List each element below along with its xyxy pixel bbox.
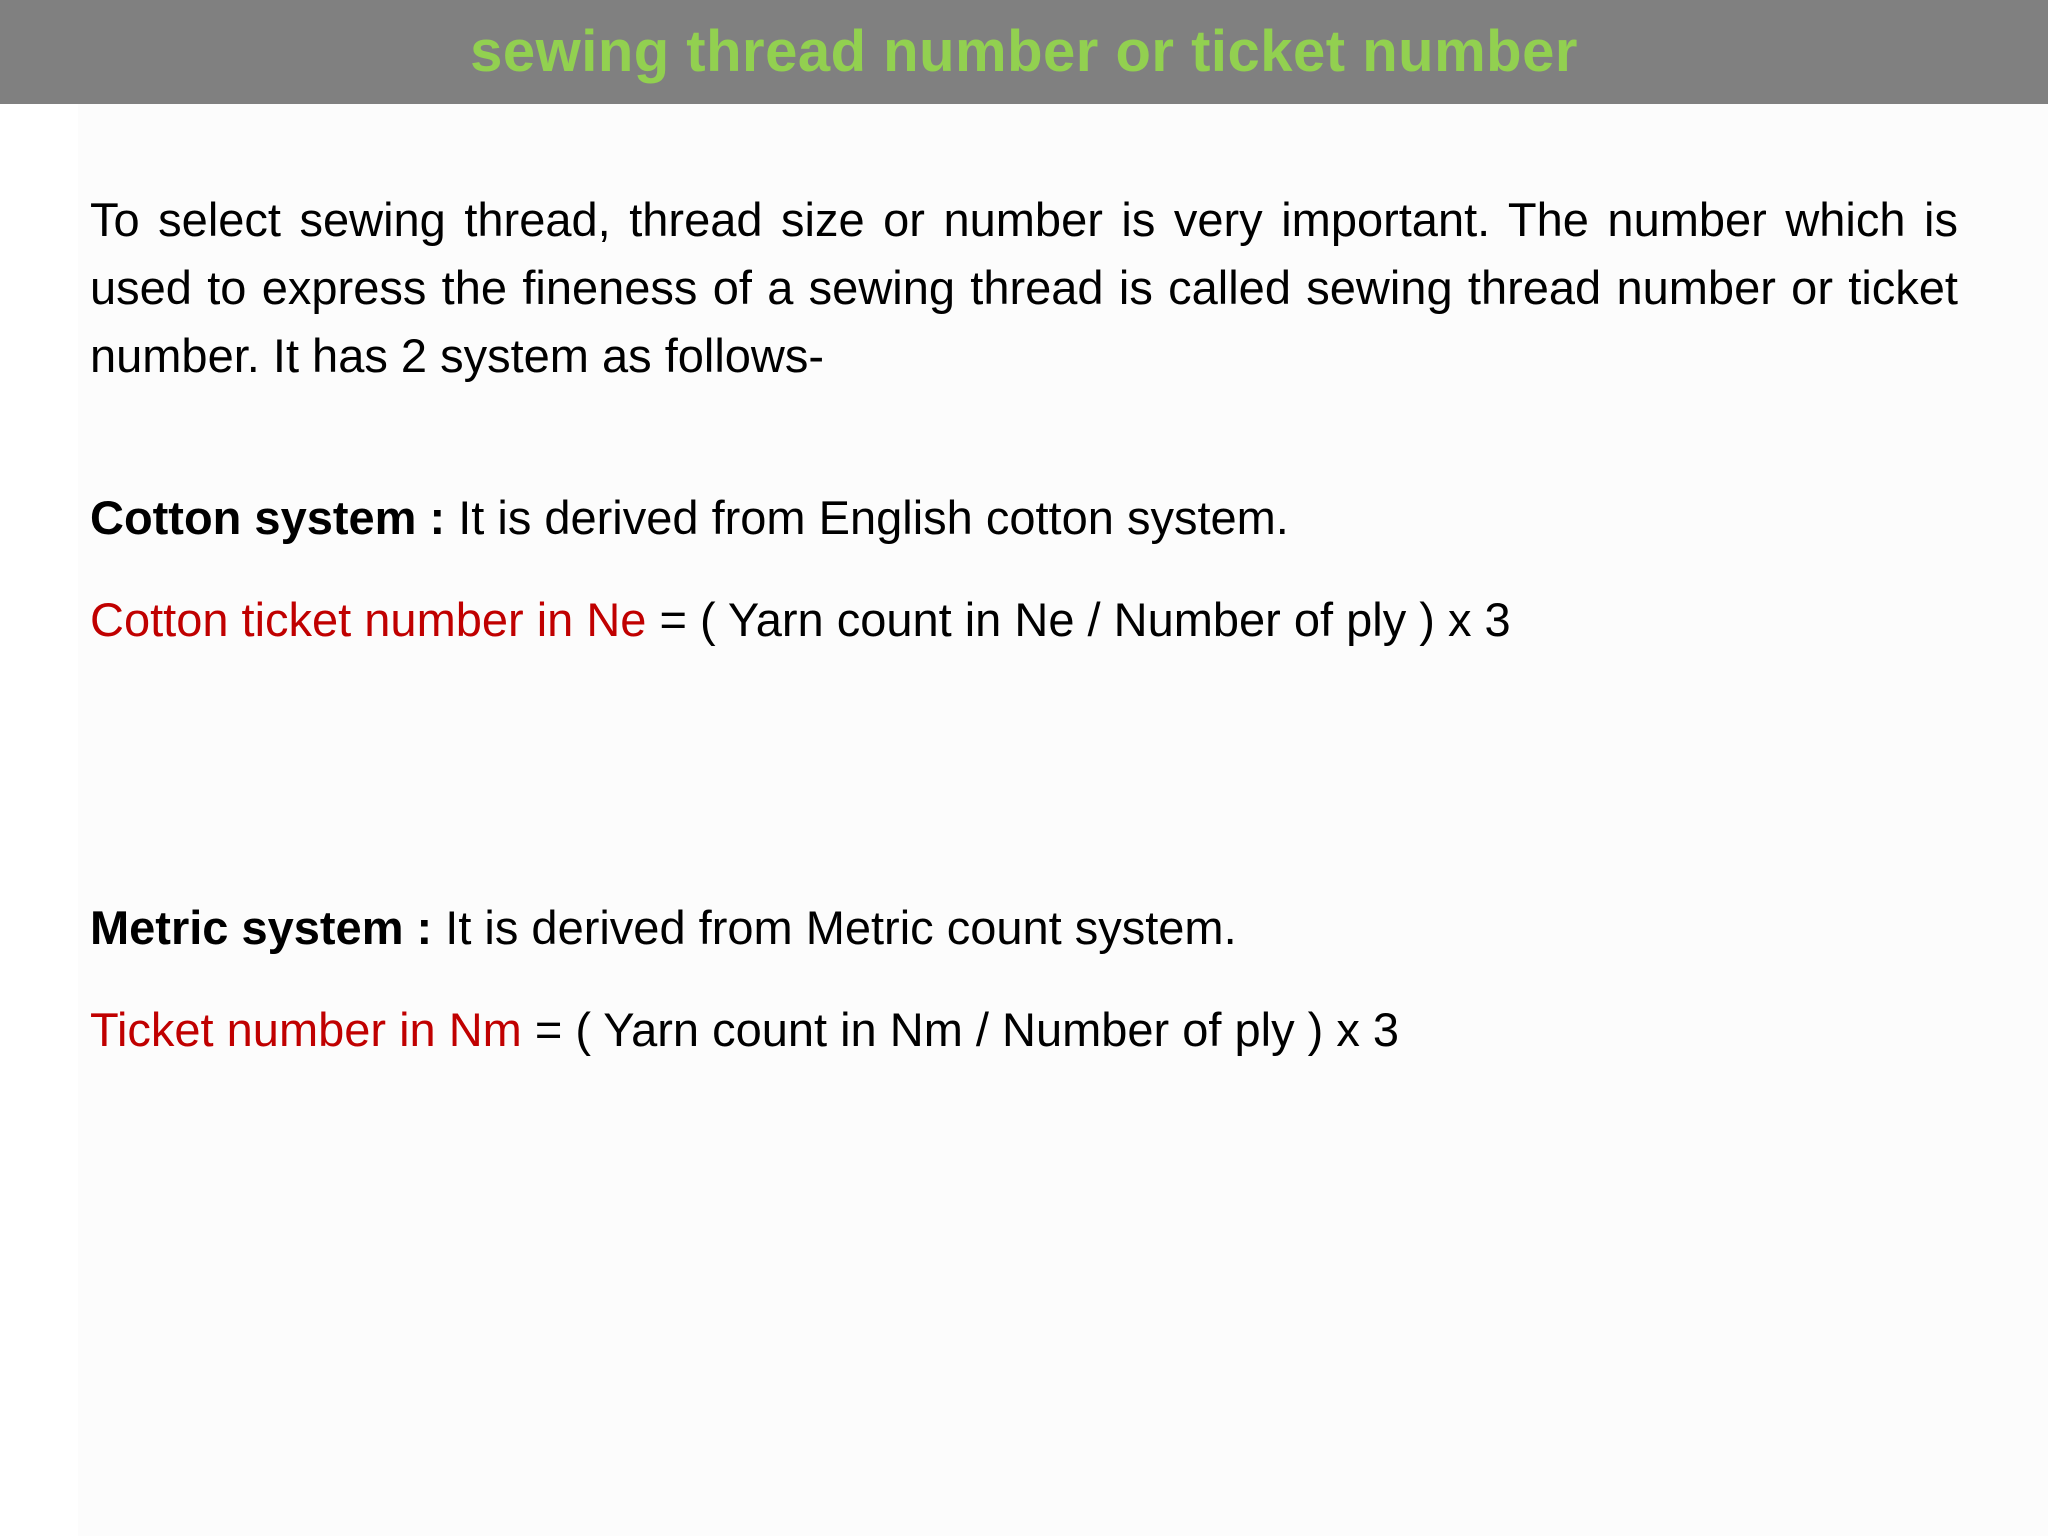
intro-paragraph: To select sewing thread, thread size or number is very important. The number which is used to express the fineness of a sewing thread is called sewing thread number or ticket number. It has 2 system as follows- bbox=[90, 193, 1958, 382]
metric-ticket-formula bbox=[90, 996, 1399, 1064]
cotton-system-label: Cotton system : bbox=[90, 491, 446, 544]
cotton-system-heading bbox=[90, 484, 1289, 552]
metric-system-heading bbox=[90, 894, 1237, 962]
cotton-ticket-formula bbox=[90, 586, 1511, 654]
metric-formula-term: Ticket number in Nm bbox=[90, 1003, 522, 1056]
metric-system-label: Metric system : bbox=[90, 901, 433, 954]
cotton-formula-expression: = ( Yarn count in Ne / Number of ply ) x 3 bbox=[646, 593, 1511, 646]
cotton-system-description: It is derived from English cotton system. bbox=[445, 491, 1289, 544]
slide-title: sewing thread number or ticket number bbox=[470, 19, 1578, 84]
metric-system-description: It is derived from Metric count system. bbox=[432, 901, 1237, 954]
title-bar bbox=[0, 0, 2048, 104]
metric-formula-expression: = ( Yarn count in Nm / Number of ply ) x 3 bbox=[521, 1003, 1400, 1056]
cotton-formula-term: Cotton ticket number in Ne bbox=[90, 593, 647, 646]
